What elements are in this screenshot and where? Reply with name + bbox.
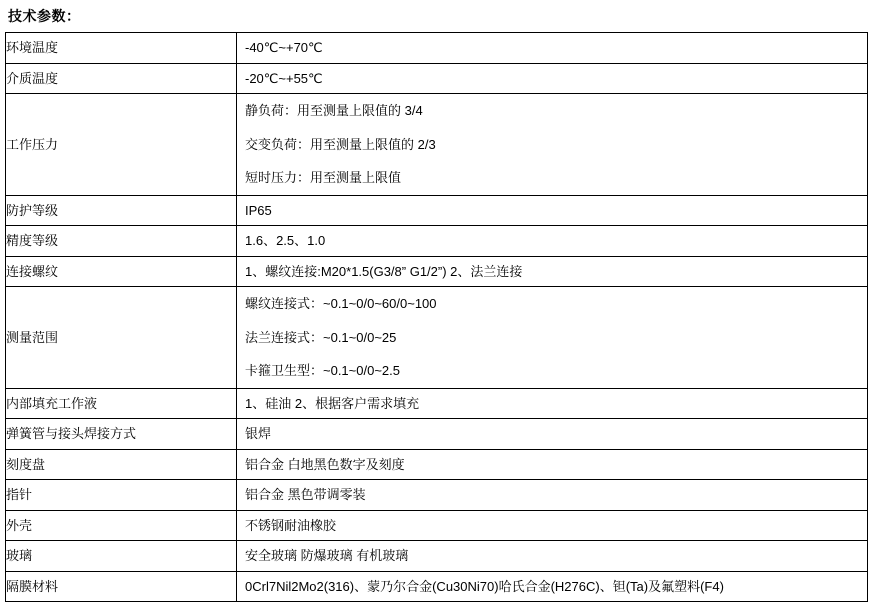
table-row [6, 226, 868, 257]
value-line: 0Crl7Nil2Mo2(316)、蒙乃尔合金(Cu30Ni70)哈氏合金(H276C)、钽(Ta)及氟塑料(F4) [245, 578, 724, 594]
value-line: 安全玻璃 防爆玻璃 有机玻璃 [245, 548, 409, 563]
row-label: 刻度盘 [6, 449, 237, 480]
table-row [6, 480, 868, 511]
row-value [237, 256, 868, 287]
table-row [6, 510, 868, 541]
table-row [6, 449, 868, 480]
table-row [6, 287, 868, 389]
table-body [6, 33, 868, 602]
row-value [237, 195, 868, 226]
value-line: 不锈钢耐油橡胶 [245, 517, 337, 533]
row-value [237, 33, 868, 64]
page-title: 技术参数： [8, 8, 81, 24]
table-row [6, 195, 868, 226]
table-row [6, 541, 868, 572]
row-value [237, 287, 868, 389]
row-value [237, 571, 868, 602]
row-label: 内部填充工作液 [6, 388, 237, 419]
row-label: 测量范围 [6, 287, 237, 389]
row-value [237, 419, 868, 450]
row-value [237, 510, 868, 541]
specifications-table [5, 32, 868, 602]
row-label: 工作压力 [6, 94, 237, 196]
table-row [6, 63, 868, 94]
row-label: 防护等级 [6, 195, 237, 226]
row-label: 指针 [6, 480, 237, 511]
row-value [237, 480, 868, 511]
value-line: -40℃~+70℃ [245, 40, 323, 55]
row-label: 玻璃 [6, 541, 237, 572]
value-line: 铝合金 白地黑色数字及刻度 [245, 456, 405, 472]
row-label: 介质温度 [6, 63, 237, 94]
value-line: 法兰连接式：~0.1~0/0~25 [245, 329, 397, 345]
value-line: -20℃~+55℃ [245, 70, 323, 86]
value-line: 1、硅油 2、根据客户需求填充 [245, 395, 420, 411]
value-line: IP65 [245, 202, 272, 218]
value-line: 交变负荷：用至测量上限值的 2/3 [245, 136, 436, 152]
row-label: 隔膜材料 [6, 571, 237, 602]
value-line: 短时压力：用至测量上限值 [245, 170, 402, 185]
value-line: 1、螺纹连接:M20*1.5(G3/8” G1/2”) 2、法兰连接 [245, 263, 523, 279]
row-label: 环境温度 [6, 33, 237, 64]
row-value [237, 94, 868, 196]
value-line: 铝合金 黑色带调零装 [245, 487, 366, 502]
value-line: 银焊 [245, 426, 272, 441]
row-value [237, 226, 868, 257]
row-value [237, 541, 868, 572]
table-row [6, 256, 868, 287]
table-row [6, 419, 868, 450]
row-value [237, 388, 868, 419]
value-line: 螺纹连接式：~0.1~0/0~60/0~100 [245, 296, 437, 311]
row-value [237, 63, 868, 94]
row-label: 弹簧管与接头焊接方式 [6, 419, 237, 450]
table-row [6, 571, 868, 602]
table-row [6, 33, 868, 64]
value-line: 1.6、2.5、1.0 [245, 233, 326, 248]
row-label: 精度等级 [6, 226, 237, 257]
value-line: 卡箍卫生型：~0.1~0/0~2.5 [245, 363, 400, 378]
row-label: 连接螺纹 [6, 256, 237, 287]
table-row [6, 388, 868, 419]
row-label: 外壳 [6, 510, 237, 541]
row-value [237, 449, 868, 480]
table-row [6, 94, 868, 196]
value-line: 静负荷：用至测量上限值的 3/4 [245, 103, 423, 118]
